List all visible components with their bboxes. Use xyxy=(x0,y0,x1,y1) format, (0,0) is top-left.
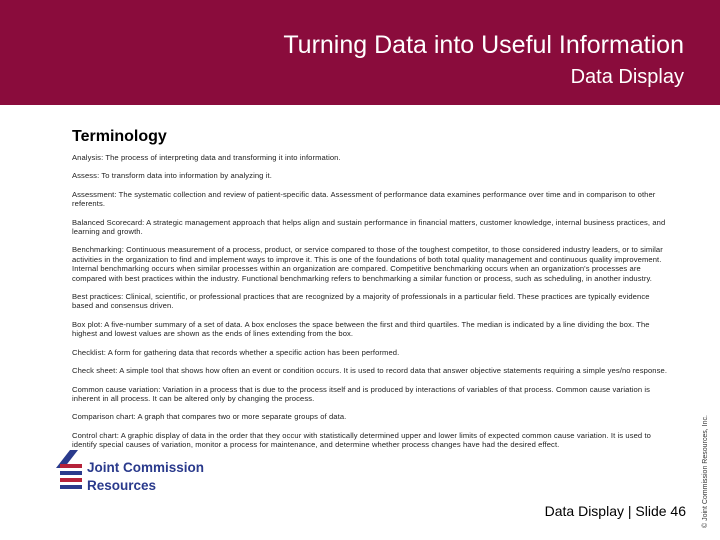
definition-item: Control chart: A graphic display of data in the order that they occur with statistically determined upper and lower limits of expected common cause variation. It is used to identify special causes of variation, monitor a process for maintenance, and determine whether process changes have had the desired effect. xyxy=(72,430,651,450)
definition-item: Analysis: The process of interpreting data and transforming it into information. xyxy=(72,153,341,162)
logo-text-line1: Joint Commission xyxy=(87,460,205,475)
definition-item: Assess: To transform data into information by analyzing it. xyxy=(72,171,272,181)
definition-item: Checklist: A form for gathering data that records whether a specific action has been performed. xyxy=(72,347,400,357)
logo-text-line2: Resources xyxy=(87,478,157,493)
definition-item: Benchmarking: Continuous measurement of a process, product, or service compared to those of the toughest competitor, to those considered industry leaders, or to similar activities in the organization to find and implement ways to improve it. This is one of the foundations of both total quality management and continuous quality improvement. Internal benchmarking occurs when similar processes within an organization are compared. Competitive benchmarking occurs when an organization's processes are compared with best practices within the industry. Functional benchmarking refers to benchmarking a similar function or process, such as scheduling, in another industry. xyxy=(72,245,663,283)
slide-subtitle: Data Display xyxy=(570,66,684,88)
section-heading: Terminology xyxy=(72,128,167,145)
definition-item: Box plot: A five-number summary of a set of data. A box encloses the space between the first and third quartiles. The median is indicated by a line dividing the box. The highest and lowest values are shown as the ends of lines extending from the box. xyxy=(72,319,650,339)
header-banner xyxy=(0,0,720,105)
slide-title: Turning Data into Useful Information xyxy=(283,31,684,59)
definition-item: Assessment: The systematic collection and review of patient-specific data. Assessment of performance data examines performance over time and in comparison to other referents. xyxy=(72,189,656,209)
definitions-list xyxy=(72,153,672,459)
definition-item: Best practices: Clinical, scientific, or professional practices that are recognized by a majority of professionals in a particular field. These practices are typically evidence based and consensus driven. xyxy=(72,292,650,311)
definition-item: Check sheet: A simple tool that shows how often an event or condition occurs. It is used to record data that answer objective statements requiring a simple yes/no response. xyxy=(72,366,668,376)
definition-item: Comparison chart: A graph that compares two or more separate groups of data. xyxy=(72,412,347,422)
jcr-logo-icon xyxy=(56,450,86,490)
jcr-logo xyxy=(56,450,205,522)
slide-number-label: Data Display | Slide 46 xyxy=(544,503,686,519)
definition-item: Balanced Scorecard: A strategic management approach that helps align and sustain performance in financial matters, customer knowledge, internal business practices, and learning and growth. xyxy=(72,217,666,237)
copyright-notice: © Joint Commission Resources, Inc. xyxy=(702,415,709,528)
definition-item: Common cause variation: Variation in a process that is due to the process itself and is produced by interactions of variables of that process. Common cause variation is inherent in all process. It can be altered only by changing the process. xyxy=(72,384,651,403)
